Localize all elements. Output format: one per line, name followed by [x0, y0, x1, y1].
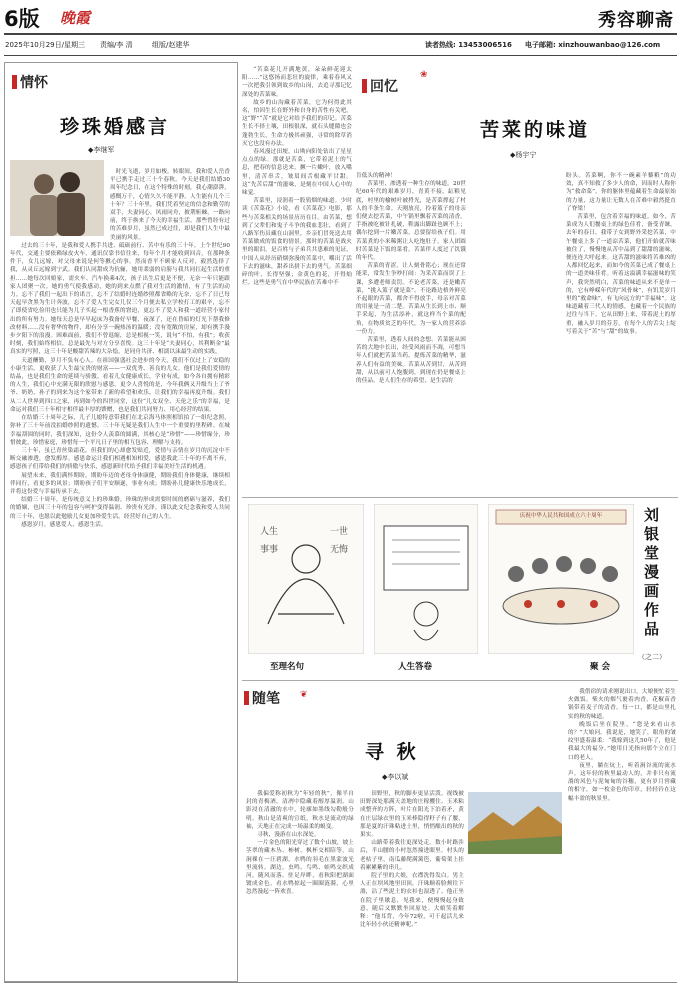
xunqiu-paragraph: 山路带着我往更深处走。数小时路涉后，半山腰的小村忽然撞进眼里。村头的老枯子里，南瓜藤爬满篱笆，葡萄架上挂着累累紫的串儿。	[360, 840, 464, 871]
tag-marker-icon	[244, 691, 249, 705]
kucai-paragraph: 苦菜里，透着人间的念想。苦菜能从困苦的大地中长出，经受风雨而不凋，可想当年人们就把苦菜当药，提炼苦菜的精华，滋养人们有益的美味。苦菜从苦到甘，从苦到甜，从以前可人饱腹到，到现在仍是餐桌上的佳品，是人们生存的希望，是生活的	[356, 337, 466, 385]
xunqiu-body-a	[246, 790, 354, 897]
cartoon-2	[374, 504, 478, 654]
xunqiu-body-b	[360, 790, 464, 929]
leaf-ornament-icon: ❦	[300, 690, 308, 700]
series-vertical-title: 刘银堂漫画作品	[644, 506, 660, 638]
kucai-paragraph: 苦菜里，包含着幸福的味道。如今，苦菜成为人们餐桌上的绿色佳肴，备受青睐。去年的春日，我带子女到野外采挖苦菜，中午餐桌上多了一道凉苦菜，他们开始就苦味被住了，慢慢地从苦中品到了甜甜的滋味，便连连大呼起来。这苦甜的滋味将苦难凶的人都回忆起来，而如今的苦菜已成了餐桌上的一道美味佳肴。听着这溢满幸福滋味的笑声，我突然明白，苦菜的味道从来不是单一的，它有峥嵘年代的“风骨味”，有饥荒岁月里的“救命味”，有飞向远方的“幸福味”。这味道藏着三代人的情感，也藏着一个民族的过往与当下。它从田野上来，带着泥土的厚重，融入岁月的芬芳，在每个人的舌尖上绽写着关于“苦”与“甜”的故事。	[566, 214, 676, 335]
cartoon-3	[488, 504, 634, 654]
kucai-paragraph: 盼头。苦菜啊，你不一碗素羊藜粮”的功效，真不知救了多少人的命，因而时人称你为“救命菜”。你的躯体里蕴藏着生命最原始的力量，这力量让无数人在苦难中毅然挺直了脊梁！	[566, 173, 676, 212]
cartoon-1	[248, 504, 364, 654]
kucai-body-b	[566, 172, 676, 336]
xunqiu-paragraph: 夜里，躺在炕上，听着涧谷流的流水声。这年轻的秋里最动人的，并非只有流淌的风色与泥甸甸的谷穗，更有岁月窖藏的相守，如一枚金色的印章，轻轻钤在这幅丰盈的秋景里。	[568, 762, 676, 802]
xunqiu-paragraph: 院子里的大娘，衣襟洗得发白。男主人正在坝风地里田顶，汗珠顺着脸颊往下淌，沾了些泥土的衣衫也湿透了。他正坐在院子里歇息，见我来，便慢慢起身致意，随后又默默坐回原处。大娘笑着解释：“他耳背，今年72啦，可干起活儿来比年轻小伙还精神呢。”	[360, 873, 464, 929]
xunqiu-body-c	[568, 688, 676, 803]
series-subtitle: （之二）	[638, 653, 666, 661]
xunqiu-paragraph: 我偏爱称初秋为“年轻的秋”，像半自封的青梅酒，清冽中隐藏着醇厚温润。山影浸在清澈的水中，轮廓如墨线勾勒般分明。秋山是清爽的宣纸，秋水是流动的绿袖，天地正在完成一场温柔的蜕变。	[246, 791, 354, 830]
middle-paragraph: 故乡的山沟藏着苦菜，它为何得此其名，怕因生长在野外和自身的苦性有关吧。这“野”“苦”就是它对给予我们的印记。苦菜生长不择土壤，田根很深，就石头缝隙也会蓬勃生长，生命力极其顽强，寻常的除草消灭它也没有办法。	[242, 99, 352, 147]
xunqiu-paragraph: 晚饭后坐在院里，“您是来看山水的？”大娘问。我说是，她笑了，眼角的皱纹里盛着温柔：“我嫁到这儿50年了，他是我最大的福分。”她用日光指向那个立在门口的老人。	[568, 721, 676, 761]
middle-column-body	[242, 66, 352, 287]
newspaper-logo: 晚霞	[60, 9, 91, 27]
svg-text:事事: 事事	[260, 545, 279, 555]
svg-text:无悔: 无悔	[330, 545, 349, 555]
left-paragraph: 三十年，虽已青丝染霜花，但我们的心却愈发贴近，爱情与亲情在岁月的沉淀中不断交融渗透，愈发醇厚。感恩命运让我们相遇相知相爱，感恩我此三十年的不离不弃，感恩孩子们带给我们的骄傲与快乐，感恩新时代给予我们幸福美好生活的机遇。	[10, 447, 230, 471]
flower-ornament-icon: ❀	[420, 70, 428, 80]
xunqiu-paragraph: 田野里，秋的脚步更显活泼。视线被田野深处那满天盖地的庄稼攫住。玉米粘成整齐的方阵，叶片在阳光下泊着矛，黄在庄层绿衣里的玉米棒隐得籽子有了腰，那是夏的汗珠粘进土里，悄悄酿出的秋的果实。	[360, 791, 464, 839]
tag-label: 随笔	[252, 691, 280, 707]
tag-qinghuai	[12, 72, 48, 92]
svg-text:一世: 一世	[330, 527, 349, 537]
autumn-landscape-drawing	[468, 792, 562, 854]
tag-label: 回忆	[370, 79, 398, 95]
cartoon-1-drawing	[248, 504, 364, 654]
page-number: 6版	[4, 7, 40, 31]
left-paragraph: 天道酬勤，岁月不负有心人。在祖国强盛社会进步的今天，我们不仅过上了安稳的小康生活，更收获了人生最宝贵的财富——一双优秀、善良的儿女。他们是我们爱情的结晶，也是我们生命的延续与骄傲。看着儿女健康成长，学业有成，如今各自拥有精彩的人生，我们心中充满无限的欣慰与感恩。更令人喜悦的是，今年我俩又升级当上了爷爷、奶奶，孙子的到来为这个家带来了新的希望和欢乐，让我们的幸福再度升级。我们从二人世界到四口之家，再到如今的四世同堂，这份“儿女双全、天伦之乐”的幸福，是命运对我们三十年相守相伴最丰厚的馈赠，也是我们共同努力、用心经营的结果。	[10, 357, 230, 413]
editor-credit: 责编/李 清	[100, 41, 133, 49]
autumn-landscape-photo	[468, 792, 562, 854]
middle-paragraph: “苦菜花儿开满地黄，朵朵鲜花迎太阳……”这悠扬而悲壮的旋律，乘着春风又一次把我引领到故乡的山岗，去追寻那记忆深处的苦菜味。	[242, 67, 352, 98]
tag-marker-icon	[12, 75, 17, 89]
layout-credit: 组版/赵建华	[152, 41, 190, 49]
cartoon-2-caption: 人生答卷	[398, 662, 433, 672]
section-title: 秀容聊斋	[598, 10, 674, 31]
masthead-rule-top	[4, 33, 677, 35]
xunqiu-paragraph: 我借宿的请求刚说出口，大娘便忙着生火做饭。柴火的烟气裹着肉香。花椒苗香锅带着麦子的清香。每一口，都是山里扎实的秋的味道。	[568, 689, 676, 720]
kucai-paragraph: 苦菜的青涩，让人刻骨铭心；现在还常能采，常发生争吵打闹：为采苦菜而误了上课，多遭老师责罚。不论老苦菜，还是嫩苦菜，“挑入篮子就是菜”。不论路边格外鲜亮不起眼的苦菜，都舍不得放手，母亲对苦菜的用量是一清二楚。苦菜从生长到上市、顺手采起，为生活添补，就这样当个菜的配角，在物质贫乏的年代，为一家人的营养添一份力。	[356, 263, 466, 335]
article-title: 珍珠婚感言	[60, 116, 171, 138]
left-paragraph: 结婚三十周年，是传统意义上的珍珠婚。珍珠的形成需要时间的磨砺与滋养，我们的婚姻，也因三十年的包容与呵护变得温润、珍贵有光泽。谨以此文纪念我和爱人共同的三十年，也愿以此勉励儿女更加珍爱生活，经营好自己的人生。	[10, 497, 230, 520]
article-title-xunqiu: 寻 秋	[365, 741, 419, 763]
banner-header: 庆祝中华人民共和国成立六十周年	[519, 513, 603, 519]
cartoon-3-drawing	[488, 504, 634, 654]
cartoon-3-caption: 聚 会	[590, 662, 610, 672]
svg-text:人生: 人生	[260, 527, 279, 537]
article-author-kucai: ◆杨宇宁	[510, 151, 537, 159]
xunqiu-paragraph: 一片金色的阳光穿过了数个山坡，坡上茎翠的藏木丛、柿树、枫杯交相陪等。山涧裸在一汪碧湖，水鸭的羽毛在黑蒙波光里流转。湖边，虫鸣、鸟鸣、蛙鸣交织成河，随风而落。驻足岸畔，看秋阳把湖面镀成金色，看水鸭掠起一圈圈涟漪，心里忽然漫起一阵欢喜。	[246, 840, 354, 896]
article-author: ◆李继军	[88, 146, 115, 154]
left-paragraph: 时光飞逝，岁月如梭。转眼间，我和爱人岳香平已携手走过三十个春秋。今天是我们结婚30周年纪念日，在这个特殊的时刻，我心潮澎湃，感慨万千，心情久久不能平静。人生能有几个三十年？三十年里，我们凭着坚定的信念和勤劳的双手，夫妻同心，风雨同舟，披荆斩棘，一路向前，终于换来了今天的幸福生活。那些曾经有过的苦难岁月，虽然已成过往，却是我们人生中最美丽的风景。	[110, 169, 230, 241]
tag-huiyi	[362, 76, 398, 96]
page-bottom-rule	[4, 982, 677, 983]
left-paragraph: 过去的三十年，是我和爱人携手共进、砥砺前行、苦中有乐的三十年。上个世纪90年代，交通主要依赖绿皮火车，通讯仅靠书信往来，每年个月才能收到回音，在那种条件下，女儿远嫁，对父母来说是何等揪心的事。然而香平不顾家人反对，毅然选择了我，从灵丘远嫁到宁武。我们认同甜成为伉俪，她用柔弱的肩膀与我共同扛起生活的重担……她每次回娘家，需火车、汽车换乘4次，孩子出生后更是不便，无奈一年只能跟家人团聚一次。她的勇气使我感动，她的到来点燃了我对生活的激情，有了生活的动力。忘不了我们一起出下的诺言，忘不了结婚时连婚纱照都省略的无奈，忘不了日已每天起早贪黑为生计奔波，忘不了爱人生完女儿仅三个月便去私立学校打工的艰辛，忘不了即使省吃俭用也只能为儿子买起一根香蕉的窘迫，更忘不了爱人和我一道经营小家付出的所有努力。她每天总是早早起床为我备好早餐，夜深了，还在昏暗的灯光下帮我修改材料……没有奢华的物件，却有分享一碗热汤的温暖；没有宽敞的房屋，却有携手漫步夕阳下的浪漫。困难面前，我们不曾退缩，总是相视一笑，说句“不怕，有我”；收获时刻，我们始终相信，总是最先与对方分享喜悦。这三十年是“夫妻同心，其利断金”最真实的写照，这三十年是酸甜苦辣的大杂烩，是同舟共济、相濡以沫最生动的实践。	[10, 242, 230, 356]
tag-label: 情怀	[20, 75, 48, 91]
reader-hotline: 读者热线: 13453006516	[425, 41, 512, 49]
issue-date: 2025年10月29日/星期三	[5, 41, 85, 49]
article-title-kucai: 苦菜的味道	[480, 119, 591, 141]
middle-paragraph: 春风漫过田埂，山坳向阳处钻出了星星点点的绿。那就是苦菜，它带着泥土的气息，把春的信息送来。撅一片嫩叶，放入嘴里，清苦串舌，皱眉间舌根藏平甘甜。这“先苦后甜”的滋味，是刻在中国人心中的味觉。	[242, 149, 352, 197]
tag-marker-icon	[362, 79, 367, 93]
tag-suibi	[244, 688, 280, 708]
left-paragraph: 在结婚三十周年之际，儿子儿媳特意带我们在北京海马体照相馆拍了一组纪念照，弥补了三十年前没拍婚纱照的遗憾。三十年无疑是我们人生中一个重要的里程碑。在城幸福刮围的同时，我们深知，这份令人羡慕的圆满，其核心是“珍惜”——珍惜缘分，珍惜彼此，珍惜家庭，珍惜每一个平凡日子里的相互包容、理解与支持。	[10, 415, 230, 446]
contact-email: 电子邮箱: xinzhouwanbao@126.com	[525, 41, 661, 49]
kucai-paragraph: 肯低头的精神！	[356, 173, 396, 179]
masthead-rule-bottom	[4, 55, 677, 56]
kucai-body-a	[356, 172, 466, 385]
cartoon-1-caption: 至理名句	[270, 662, 305, 672]
kucai-paragraph: 苦菜里，渗透着一种生存的味道。20世纪60年代的艰难岁月，青黄不接，缸粮见底，村里的榆树叶被捋光，是苦菜撑起了村人的半条生命。天刚放亮，拎着篮子的母亲们便去挖苦菜，中午锅里飘着苦菜的清香。手指被吃被针扎破，鞋露出脚趾也顾不上；偶尔挖到一片嫩苦菜，总要留给孩子们。用苦菜煮的小米稀粥让人吃饱肚子，家人团圆时苦菜是下饭的菜肴。苦菜伴人度过了饥饿的年代。	[356, 181, 466, 262]
left-paragraph: 感恩岁月，感恩爱人，感恩生活。	[21, 521, 107, 528]
left-paragraph: 展望未来，我们满怀期盼。期盼年迈的老母身体康健，期盼我们身体健康，继续相伴同行，看更多的风景；期盼孩子们平安顺遂，事业有成；期盼孙儿健康快乐地成长，并将这份爱与幸福传承下去。	[10, 472, 230, 495]
left-article-body	[10, 168, 230, 529]
middle-paragraph: 苦菜里，浸润着一股鸫烟的味道。少时读《苦菜花》小说，看《苦菜花》电影，那些与苦菜相关的场景历历在目。由苦菜，想到了父辈们和鬼子斗争的我血悲壮，看到了八路军伤员藏在山洞里，乡亲们冒死送去用苦菜做成的饭食的情景。那时的苦菜是战火里的眼泪，是百姓与子弟兵共患难的见证。中国人从经历硝烟弥漫的苦菜中，嚼出了活下去的滋味，甜养出拼下去的勇气。苦菜细碎的叶，长得坚强；金黄色的花，开得灿烂。这些是勇气在中华民族在苦难中不	[242, 198, 352, 287]
article-author-xunqiu: ◆李以斌	[382, 773, 409, 781]
cartoon-2-drawing	[374, 504, 478, 654]
xunqiu-paragraph: 寻秋，漫游在山水深处。	[257, 832, 320, 839]
